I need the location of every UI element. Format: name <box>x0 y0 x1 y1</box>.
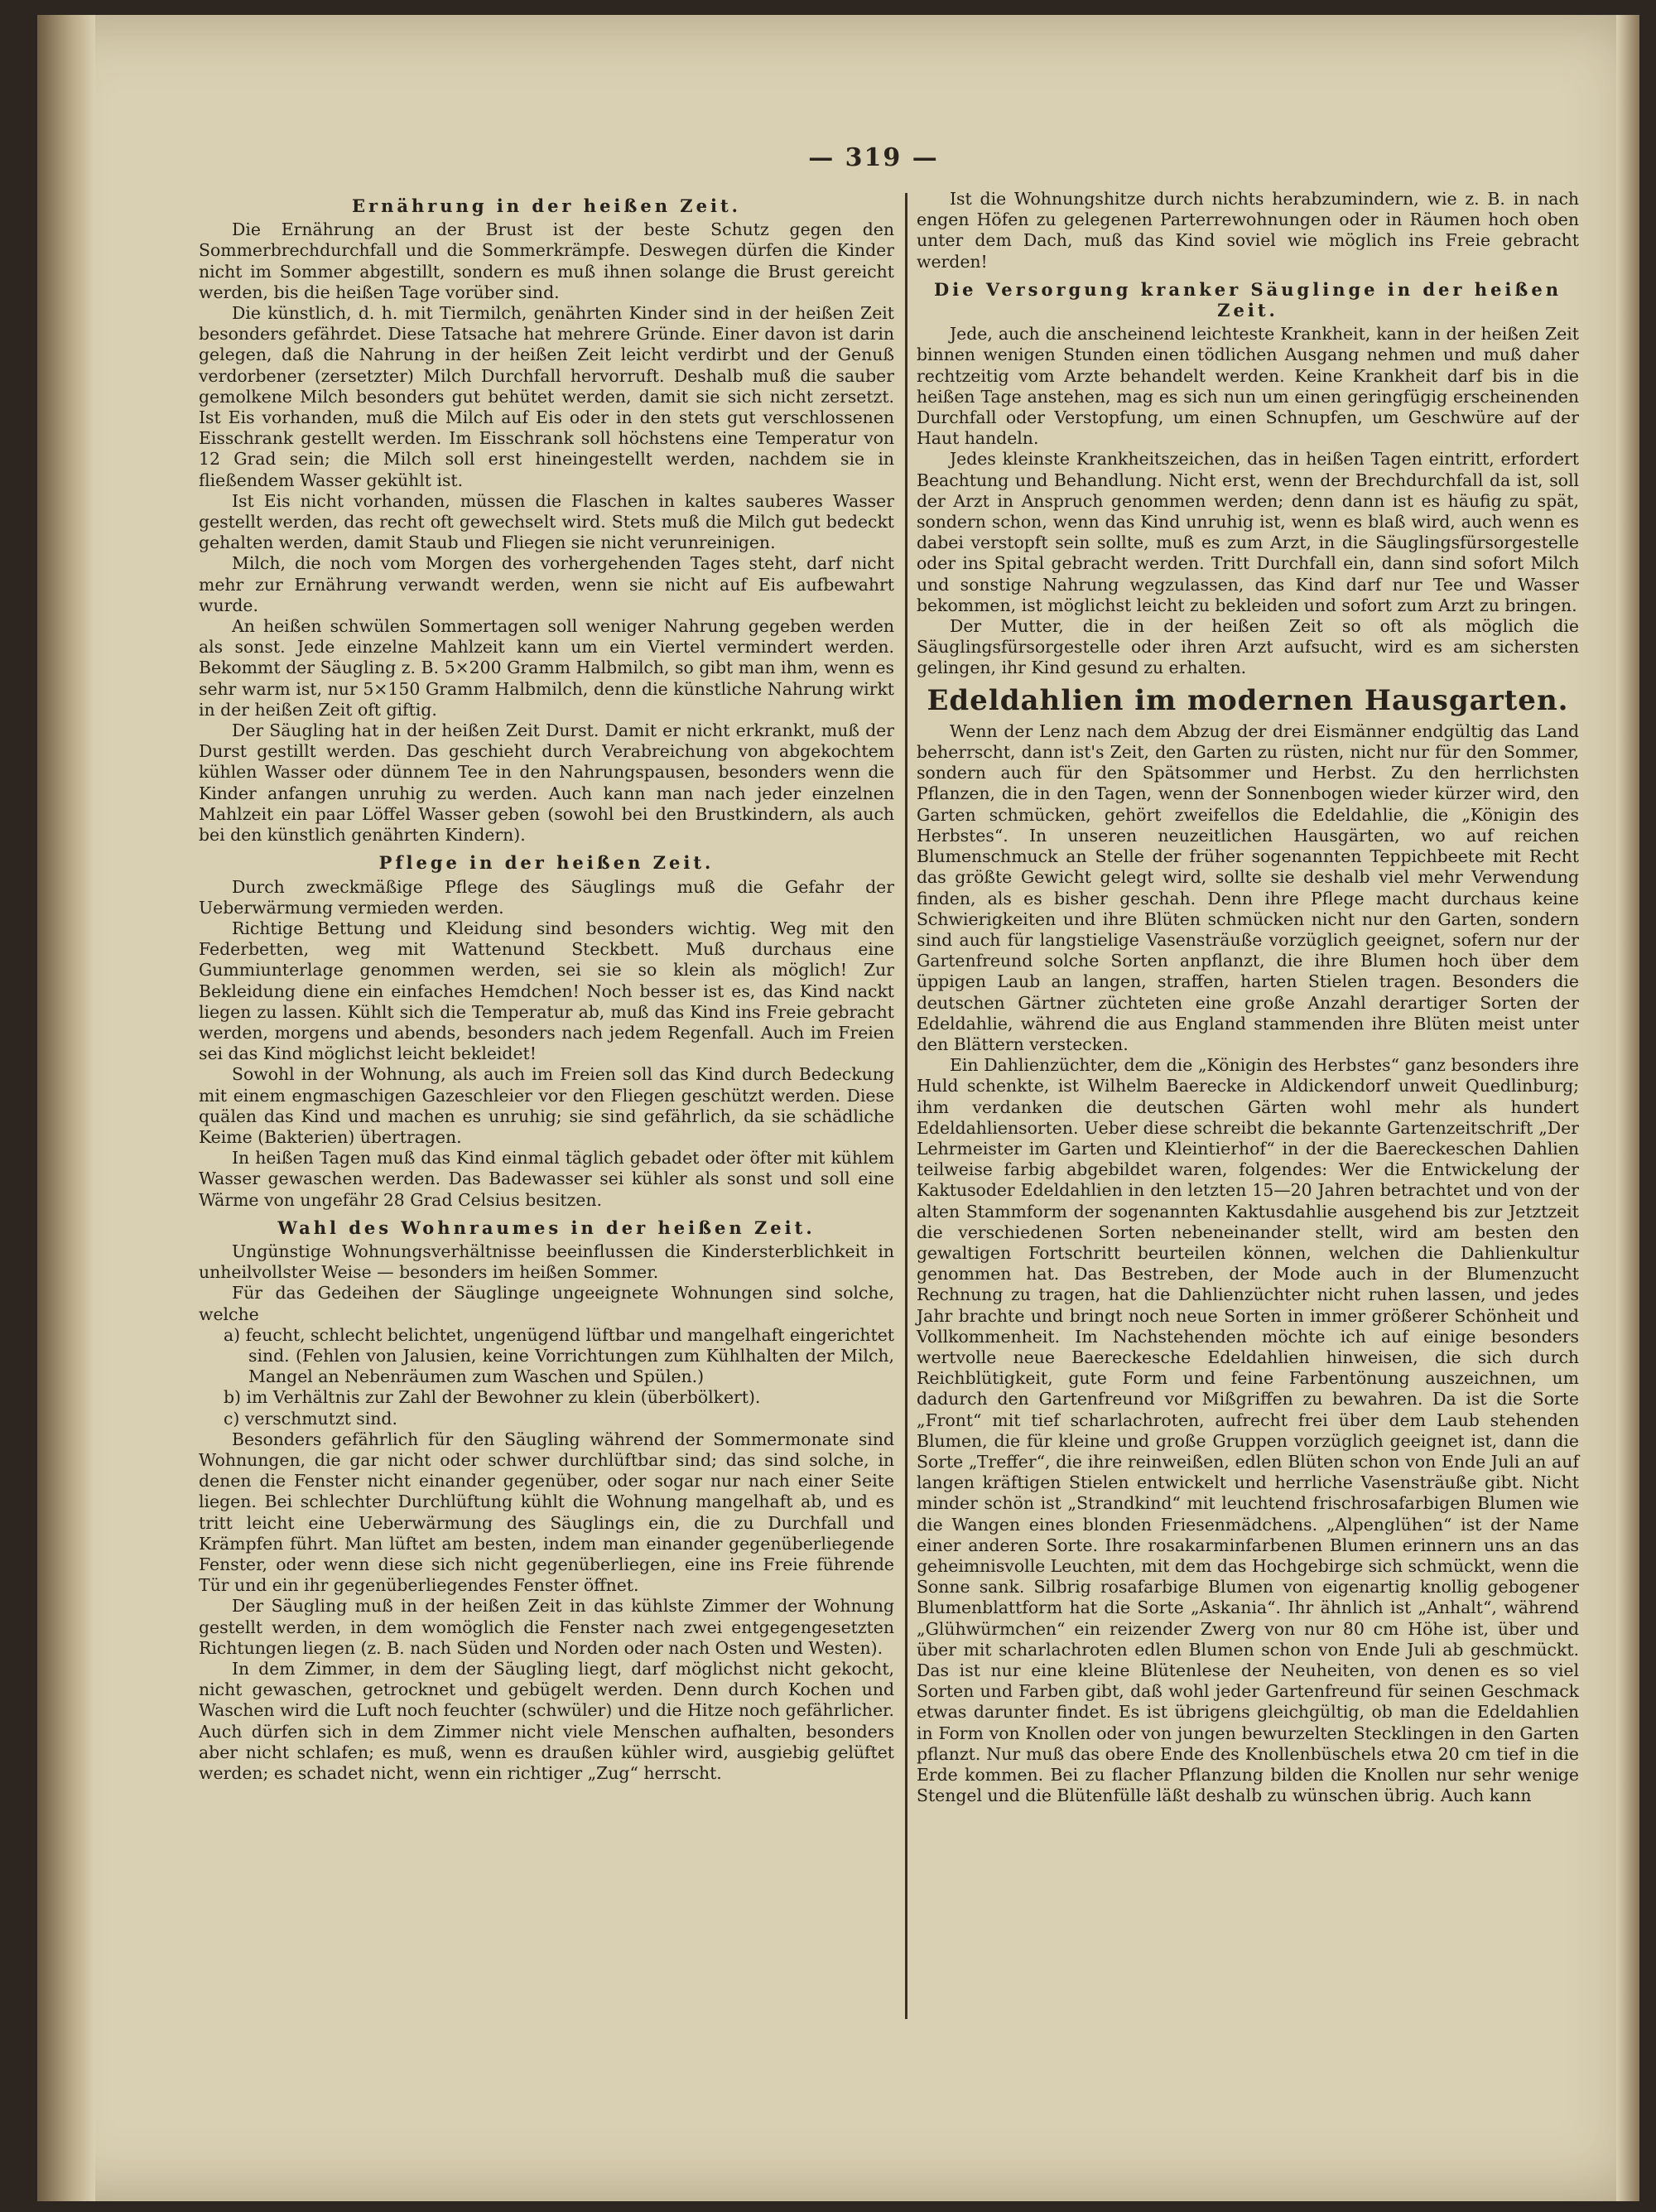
paragraph: Die Ernährung an der Brust ist der beste Schutz gegen den Sommerbrechdurchfall und die Sommerkrämpfe. Deswegen dürfen die Kinder nicht im Sommer abgestillt, sondern es muß ihnen solange die Brust gereicht werden, bis die heißen Tage vorüber sind. <box>199 219 894 302</box>
paragraph: Jede, auch die anscheinend leichteste Krankheit, kann in der heißen Zeit binnen wenigen Stunden einen tödlichen Ausgang nehmen und muß daher rechtzeitig vom Arzte behandelt werden. Keine Krankheit darf bis in die heißen Tage anstehen, mag es sich nun um einen geringfügig erscheinenden Durchfall oder Verstopfung, um einen Schnupfen, um Geschwüre auf der Haut handeln. <box>917 324 1579 449</box>
list-item: a) feucht, schlecht belichtet, ungenügend lüftbar und mangelhaft eingerichtet sind. (Fehlen von Jalusien, keine Vorrichtungen zum Kühlhalten der Milch, Mangel an Nebenräumen zum Waschen und Spülen.) <box>224 1324 894 1387</box>
paragraph: Besonders gefährlich für den Säugling während der Sommermonate sind Wohnungen, die gar nicht oder schwer durchlüftbar sind; das sind solche, in denen die Fenster nicht einander gegenüber, oder sogar nur nach einer Seite liegen. Bei schlechter Durchlüftung kühlt die Wohnung mangelhaft ab, und es tritt leicht eine Ueberwärmung des Säuglings ein, die zu Durchfall und Krämpfen führt. Man lüftet am besten, indem man einander gegenüberliegende Fenster, oder wenn diese sich nicht gegenüberliegen, eine ins Freie führende Tür und ein ihr gegenüberliegendes Fenster öffnet. <box>199 1429 894 1596</box>
paragraph: Richtige Bettung und Kleidung sind besonders wichtig. Weg mit den Federbetten, weg mit Wattenund Steckbett. Muß durchaus eine Gummiunterlage genommen werden, sei sie so klein als möglich! Zur Bekleidung diene ein einfaches Hemdchen! Noch besser ist es, das Kind nackt liegen zu lassen. Kühlt sich die Temperatur ab, muß das Kind ins Freie gebracht werden, morgens und abends, besonders nach jedem Regenfall. Auch im Freien sei das Kind möglichst leicht bekleidet! <box>199 918 894 1064</box>
paragraph: Der Säugling muß in der heißen Zeit in das kühlste Zimmer der Wohnung gestellt werden, in dem womöglich die Fenster nach zwei entgegengesetzten Richtungen liegen (z. B. nach Süden und Norden oder nach Osten und Westen). <box>199 1596 894 1658</box>
article-title: Edeldahlien im modernen Hausgarten. <box>927 683 1569 717</box>
section-heading-nutrition: Ernährung in der heißen Zeit. <box>352 195 741 216</box>
section-heading-care: Pflege in der heißen Zeit. <box>378 852 715 874</box>
page-number: — 319 — <box>808 143 939 172</box>
right-column <box>917 189 1579 1806</box>
newspaper-page <box>37 15 1639 2201</box>
paragraph: Die künstlich, d. h. mit Tiermilch, genährten Kinder sind in der heißen Zeit besonders gefährdet. Diese Tatsache hat mehrere Gründe. Einer davon ist darin gelegen, daß die Nahrung in der heißen Zeit leicht verdirbt und der Genuß verdorbener (zersetzter) Milch Durchfall hervorruft. Deshalb muß die sauber gemolkene Milch besonders gut behütet werden, damit sie sich nicht zersetzt. Ist Eis vorhanden, muß die Milch auf Eis oder in den stets gut verschlossenen Eisschrank gestellt werden. Im Eisschrank soll höchstens eine Temperatur von 12 Grad sein; die Milch soll erst hineingestellt werden, nachdem sie in fließendem Wasser gekühlt ist. <box>199 303 894 490</box>
paragraph: Durch zweckmäßige Pflege des Säuglings muß die Gefahr der Ueberwärmung vermieden werden. <box>199 876 894 918</box>
paragraph: Sowohl in der Wohnung, als auch im Freien soll das Kind durch Bedeckung mit einem engmaschigen Gazeschleier vor den Fliegen geschützt werden. Diese quälen das Kind und machen es unruhig; sie sind gefährlich, da sie schädliche Keime (Bakterien) übertragen. <box>199 1064 894 1147</box>
paragraph: Der Säugling hat in der heißen Zeit Durst. Damit er nicht erkrankt, muß der Durst gestillt werden. Das geschieht durch Verabreichung von abgekochtem kühlen Wasser oder dünnem Tee in den Nahrungspausen, besonders wenn die Kinder anfangen unruhig zu werden. Auch kann man nach jeder einzelnen Mahlzeit ein paar Löffel Wasser geben (sowohl bei den Brustkindern, als auch bei den künstlich genährten Kindern). <box>199 720 894 846</box>
list-item: b) im Verhältnis zur Zahl der Bewohner zu klein (überbölkert). <box>224 1387 761 1408</box>
paragraph: An heißen schwülen Sommertagen soll weniger Nahrung gegeben werden als sonst. Jede einzelne Mahlzeit kann um ein Viertel vermindert werden. Bekommt der Säugling z. B. 5×200 Gramm Halbmilch, so gibt man ihm, wenn es sehr warm ist, nur 5×150 Gramm Halbmilch, denn die künstliche Nahrung wirkt in der heißen Zeit oft giftig. <box>199 616 894 720</box>
paragraph: Ein Dahlienzüchter, dem die „Königin des Herbstes“ ganz besonders ihre Huld schenkte, ist Wilhelm Baerecke in Aldickendorf unweit Quedlinburg; ihm verdanken die deutschen Gärten wohl mehr als hundert Edeldahliensorten. Ueber diese schreibt die bekannte Gartenzeitschrift „Der Lehrmeister im Garten und Kleintierhof“ in der die Baereckeschen Dahlien teilweise farbig abgebildet waren, folgendes: Wer die Entwickelung der Kaktusoder Edeldahlien in den letzten 15—20 Jahren betrachtet und von der alten Stammform der sogenannten Kaktusdahlie ausgehend bis zur Jetztzeit die verschiedenen Sorten nebeneinander stellt, wird am besten den gewaltigen Fortschritt beurteilen können, welchen die Dahlienkultur genommen hat. Das Bestreben, der Mode auch in der Blumenzucht Rechnung zu tragen, hat die Dahlienzüchter nicht ruhen lassen, und jedes Jahr brachte und bringt noch neue Sorten in immer größerer Schönheit und Vollkommenheit. Im Nachstehenden möchte ich auf einige besonders wertvolle neue Baereckesche Edeldahlien hinweisen, die sich durch Reichblütigkeit, gute Form und feine Farbentönung auszeichnen, um dadurch den Gartenfreund vor Mißgriffen zu bewahren. Da ist die Sorte „Front“ mit tief scharlachroten, aufrecht frei über dem Laub stehenden Blumen, die für kleine und große Gruppen vorzüglich geeignet ist, dann die Sorte „Treffer“, die ihre reinweißen, edlen Blüten schon von Ende Juli an auf langen kräftigen Stielen entwickelt und herrliche Vasensträuße gibt. Nicht minder schön ist „Strandkind“ mit leuchtend frischrosafarbigen Blumen wie die Wangen eines blonden Friesenmädchens. „Alpenglühen“ ist der Name einer anderen Sorte. Ihre rosakarminfarbenen Blumen erinnern uns an das geheimnisvolle Leuchten, mit dem das Hochgebirge sich schmückt, wenn die Sonne sank. Silbrig rosafarbige Blumen von eigenartig knollig gebogener Blumenblattform hat die Sorte „Askania“. Ihr ähnlich ist „Anhalt“, während „Glühwürmchen“ ein reizender Zwerg von nur 80 cm Höhe ist, über und über mit scharlachroten edlen Blumen schon von Ende Juli ab geschmückt. Das ist nur eine kleine Blütenlese der Neuheiten, von denen es so viel Sorten und Farben gibt, daß wohl jeder Gartenfreund für seinen Geschmack etwas darunter findet. Es ist übrigens gleichgültig, ob man die Edeldahlien in Form von Knollen oder von jungen bewurzelten Stecklingen in den Garten pflanzt. Nur muß das obere Ende des Knollenbüschels etwa 20 cm tief in die Erde kommen. Bei zu flacher Pflanzung bilden die Knollen nur sehr wenige Stengel und die Blütenfülle läßt deshalb zu wünschen übrig. Auch kann <box>917 1055 1579 1806</box>
paragraph: Jedes kleinste Krankheitszeichen, das in heißen Tagen eintritt, erfordert Beachtung und Behandlung. Nicht erst, wenn der Brechdurchfall da ist, soll der Arzt in Anspruch genommen werden; denn dann ist es häufig zu spät, sondern schon, wenn das Kind unruhig ist, wenn es blaß wird, auch wenn es dabei verstopft sein sollte, muß es zum Arzt, in die Säuglingsfürsorgestelle oder ins Spital gebracht werden. Tritt Durchfall ein, dann sind sofort Milch und sonstige Nahrung wegzulassen, das Kind darf nur Tee und Wasser bekommen, ist möglichst leicht zu bekleiden und sofort zum Arzt zu bringen. <box>917 449 1579 615</box>
paragraph: Für das Gedeihen der Säuglinge ungeeignete Wohnungen sind solche, welche <box>199 1283 894 1324</box>
column-divider <box>905 193 907 2019</box>
paragraph: Ungünstige Wohnungsverhältnisse beeinflussen die Kindersterblichkeit in unheilvollster Weise — besonders im heißen Sommer. <box>199 1241 894 1283</box>
paragraph: Wenn der Lenz nach dem Abzug der drei Eismänner endgültig das Land beherrscht, dann ist's Zeit, den Garten zu rüsten, nicht nur für den Sommer, sondern auch für den Spätsommer und Herbst. Zu den herrlichsten Pflanzen, die in den Tagen, wenn der Sonnenbogen wieder kürzer wird, den Garten schmücken, gehört zweifellos die Edeldahlie, die „Königin des Herbstes“. In unseren neuzeitlichen Hausgärten, wo auf reichen Blumenschmuck an Stelle der früher sogenannten Teppichbeete mit Recht das größte Gewicht gelegt wird, sollte sie deshalb viel mehr Verwendung finden, als es bisher geschah. Denn ihre Pflege macht durchaus keine Schwierigkeiten und ihre Blüten schmücken nicht nur den Garten, sondern sind auch für langstielige Vasensträuße vorzüglich geeignet, sofern nur der Gartenfreund solche Sorten anpflanzt, die ihre Blumen hoch über dem üppigen Laub an langen, straffen, harten Stielen tragen. Besonders die deutschen Gärtner züchteten eine große Anzahl derartiger Sorten der Edeldahlie, während die aus England stammenden ihre Blüten meist unter den Blättern verstecken. <box>917 720 1579 1054</box>
section-heading-living-room: Wahl des Wohnraumes in der heißen Zeit. <box>277 1217 816 1238</box>
list-item: c) verschmutzt sind. <box>224 1408 397 1429</box>
paragraph: Ist die Wohnungshitze durch nichts herabzumindern, wie z. B. in nach engen Höfen zu gelegenen Parterrewohnungen oder in Räumen hoch oben unter dem Dach, muß das Kind soviel wie möglich ins Freie gebracht werden! <box>917 189 1579 272</box>
paragraph: Milch, die noch vom Morgen des vorhergehenden Tages steht, darf nicht mehr zur Ernährung verwandt werden, wenn sie nicht auf Eis aufbewahrt wurde. <box>199 553 894 615</box>
section-heading-sick-infants: Die Versorgung kranker Säuglinge in der heißen Zeit. <box>933 278 1562 321</box>
paragraph: In heißen Tagen muß das Kind einmal täglich gebadet oder öfter mit kühlem Wasser gewaschen werden. Das Badewasser sei kühler als sonst und soll eine Wärme von ungefähr 28 Grad Celsius besitzen. <box>199 1148 894 1210</box>
paragraph: Der Mutter, die in der heißen Zeit so oft als möglich die Säuglingsfürsorgestelle oder ihren Arzt aufsucht, wird es am sichersten gelingen, ihr Kind gesund zu erhalten. <box>917 616 1579 678</box>
book-spine-shadow <box>37 15 95 2201</box>
unsuitable-dwellings-list <box>199 1325 894 1429</box>
left-column <box>199 189 894 1784</box>
paragraph: In dem Zimmer, in dem der Säugling liegt, darf möglichst nicht gekocht, nicht gewaschen, getrocknet und gebügelt werden. Denn durch Kochen und Waschen wird die Luft noch feuchter (schwüler) und die Hitze noch gefährlicher. Auch dürfen sich in dem Zimmer nicht viele Menschen aufhalten, besonders aber nicht schlafen; es muß, wenn es draußen kühler wird, ausgiebig gelüftet werden; es schadet nicht, wenn ein richtiger „Zug“ herrscht. <box>199 1659 894 1784</box>
paragraph: Ist Eis nicht vorhanden, müssen die Flaschen in kaltes sauberes Wasser gestellt werden, das recht oft gewechselt wird. Stets muß die Milch gut bedeckt gehalten werden, damit Staub und Fliegen sie nicht verunreinigen. <box>199 490 894 553</box>
page-edge <box>1616 15 1639 2201</box>
